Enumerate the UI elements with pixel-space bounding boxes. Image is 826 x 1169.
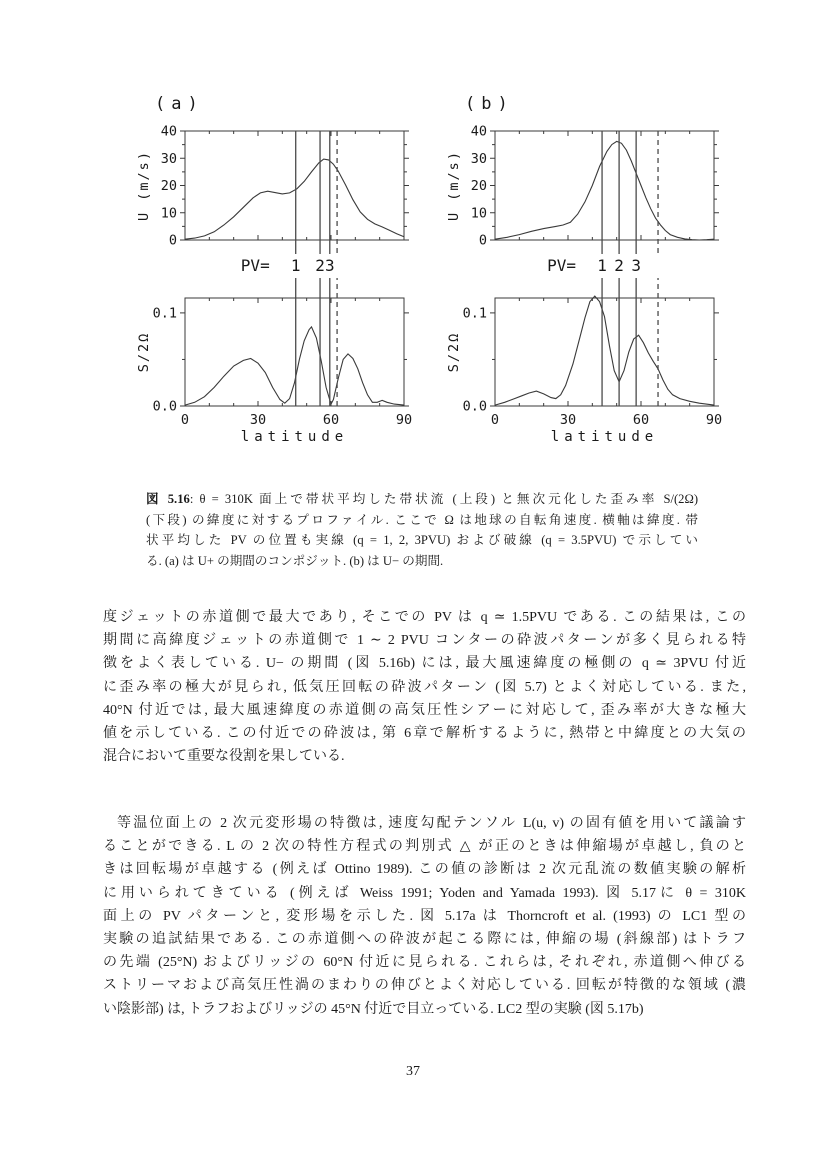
pv-number-label: 3 [324,256,335,275]
panel-label: (a) [155,94,204,114]
x-tick-label: 30 [559,412,577,428]
body-line: 値を示している. この付近での砕波は, 第 6章で解析するように, 熱帯と中緯度との大気の [103,726,746,742]
body-line: 面上の PV パターンと, 変形場を示した. 図 5.17a は Thorncroft et al. (1993) の LC1 型の [103,908,746,924]
y-axis-title: U (m/s) [446,150,462,221]
pv-number-label: 1 [290,256,301,275]
panel-label: (b) [465,94,514,114]
body-line: い陰影部) は, トラフおよびリッジの 45°N 付近で目立っている. LC2 型の実験 (図 5.17b) [103,1001,644,1017]
y-tick-label: 10 [160,205,177,222]
figure-panel-b [438,85,750,457]
y-tick-label: 0 [478,232,487,249]
pv-number-label: 1 [597,256,607,275]
y-tick-label: 10 [470,205,487,222]
x-tick-label: 30 [249,412,267,428]
caption-line: (下段) の緯度に対するプロファイル. ここで Ω は地球の自転角速度. 横軸は緯度. 帯 [146,512,698,527]
pv-number-label: 2 [614,256,624,275]
body-line: ストリーマおよび高気圧性渦のまわりの伸びとよく対応している. 回転が特徴的な領域 (濃 [103,978,746,994]
y-tick-label: 0 [168,232,177,249]
body-line: 40°N 付近では, 最大風速緯度の赤道側の高気圧性シアーに対応して, 歪み率が大きな極大 [103,702,746,718]
y-tick-label: 40 [160,123,177,140]
pv-number-label: 2 [315,256,325,275]
data-curve [185,159,404,239]
data-curve [495,296,714,405]
x-tick-label: 60 [632,412,650,428]
x-axis-title: latitude [240,429,349,445]
caption-line: 状平均した PV の位置も実線 (q = 1, 2, 3PVU) および破線 (q = 3.5PVU) で示してい [146,533,698,548]
y-tick-label: 30 [470,150,487,167]
body-line: きは回転場が卓越する (例えば Ottino 1989). この値の診断は 2 次元乱流の数値実験の解析 [103,862,746,878]
y-tick-label: 0.0 [152,398,177,415]
y-axis-title: S/2Ω [446,331,462,373]
body-line: の先端 (25°N) およびリッジの 60°N 付近に見られる. これらは, それぞれ, 赤道側へ伸びる [103,955,746,971]
figure-panel-a [128,85,440,457]
pv-prefix-label: PV= [547,256,577,275]
body-line: 実験の追試結果である. この赤道側への砕波が起こる際には, 伸縮の場 (斜線部) はトラフ [103,932,746,948]
x-tick-label: 60 [322,412,340,428]
y-tick-label: 20 [160,178,177,194]
x-tick-label: 90 [395,412,413,428]
x-tick-label: 0 [180,412,190,428]
plot-border [185,131,404,240]
body-line: 度ジェットの赤道側で最大であり, そこでの PV は q ≃ 1.5PVU である. この結果は, この [103,610,746,625]
y-tick-label: 0.0 [462,398,487,415]
body-line: 混合において重要な役割を果している. [103,749,345,765]
y-tick-label: 20 [470,178,487,194]
caption-line [146,489,698,510]
pv-label-mask [130,254,429,278]
x-tick-label: 0 [490,412,500,428]
data-curve [185,327,404,405]
caption-text: : θ = 310K 面上で帯状平均した帯状流 (上段) と無次元化した歪み率 S/(2Ω) [189,492,699,506]
caption-line: る. (a) は U+ の期間のコンポジット. (b) は U− の期間. [146,553,444,568]
data-curve [495,141,714,240]
paragraph-1 [103,606,746,768]
body-line: ることができる. L の 2 次の特性方程式の判別式 △ が正のときは伸縮場が卓越し, 負のと [103,839,746,855]
body-line: に歪み率の極大が見られ, 低気圧回転の砕波パターン (図 5.7) とよく対応している. また, [103,679,746,695]
y-tick-label: 40 [470,123,487,140]
x-axis-title: latitude [550,429,659,445]
pv-number-label: 3 [631,256,641,275]
y-tick-label: 30 [160,150,177,167]
plot-border [495,131,714,240]
body-line: 等温位面上の 2 次元変形場の特徴は, 速度勾配テンソル L(u, v) の固有値を用いて議論す [117,816,746,831]
x-tick-label: 90 [705,412,723,428]
y-tick-label: 0.1 [462,305,487,322]
body-line: 徴をよく表している. U− の期間 (図 5.16b) には, 最大風速緯度の極側の q ≃ 3PVU 付近 [103,656,746,672]
page-number: 37 [406,1064,420,1079]
plot-border [495,298,714,406]
body-line: に用いられてきている (例えば Weiss 1991; Yoden and Yamada 1993). 図 5.17に θ = 310K [103,885,746,901]
figure-caption [146,489,698,571]
y-tick-label: 0.1 [152,305,177,322]
paragraph-2 [103,812,746,1021]
pv-label-mask [440,254,739,278]
y-axis-title: S/2Ω [136,331,152,373]
pv-prefix-label: PV= [240,256,270,275]
figure-number: 図 5.16 [146,492,190,506]
plot-border [185,298,404,406]
y-axis-title: U (m/s) [136,150,152,221]
body-line: 期間に高緯度ジェットの赤道側で 1 ∼ 2 PVU コンターの砕波パターンが多く見られる特 [103,633,746,649]
